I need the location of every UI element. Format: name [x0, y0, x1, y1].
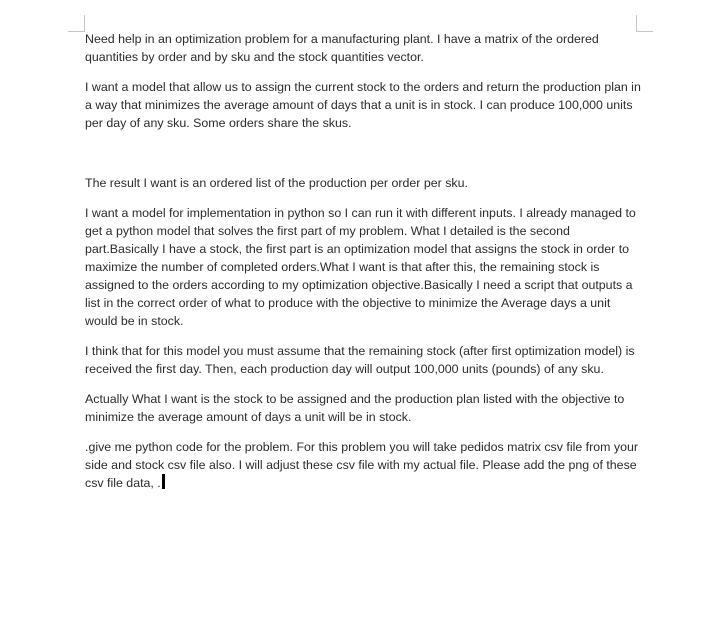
- paragraph-model-request: I want a model that allow us to assign the current stock to the orders and return the production plan in a way that minimizes the average amount of days that a unit is in stock. I can produce 100,000 units per day of any sku. Some orders share the skus.: [85, 80, 641, 130]
- paragraph-result: The result I want is an ordered list of the production per order per sku.: [85, 176, 468, 190]
- paragraph-assumption: I think that for this model you must assume that the remaining stock (after first optimization model) is received the first day. Then, each production day will output 100,000 units (pounds) of any sku.: [85, 344, 635, 376]
- paragraph-intro: Need help in an optimization problem for a manufacturing plant. I have a matrix of the ordered quantities by order and by sku and the stock quantities vector.: [85, 32, 599, 64]
- paragraph-objective: Actually What I want is the stock to be assigned and the production plan listed with the objective to minimize the average amount of days a unit will be in stock.: [85, 392, 625, 424]
- paragraph-python-model: I want a model for implementation in python so I can run it with different inputs. I already managed to get a python model that solves the first part of my problem. What I detailed is the second part.Basically I have a stock, the first part is an optimization model that assigns the stock in order to maximize the number of completed orders.What I want is that after this, the remaining stock is assigned to the orders according to my optimization objective.Basically I need a script that outputs a list in the correct order of what to produce with the objective to minimize the Average days a unit would be in stock.: [85, 206, 636, 328]
- paragraph-code-request-text: .give me python code for the problem. For this problem you will take pedidos matrix csv file from your side and stock csv file also. I will adjust these csv file with my actual file. Please add the png of these csv file data, .: [85, 440, 638, 490]
- paragraph-code-request: [85, 438, 641, 492]
- text-cursor: [162, 474, 165, 489]
- document-body[interactable]: [85, 30, 641, 504]
- margin-corner-top-left: [68, 15, 85, 32]
